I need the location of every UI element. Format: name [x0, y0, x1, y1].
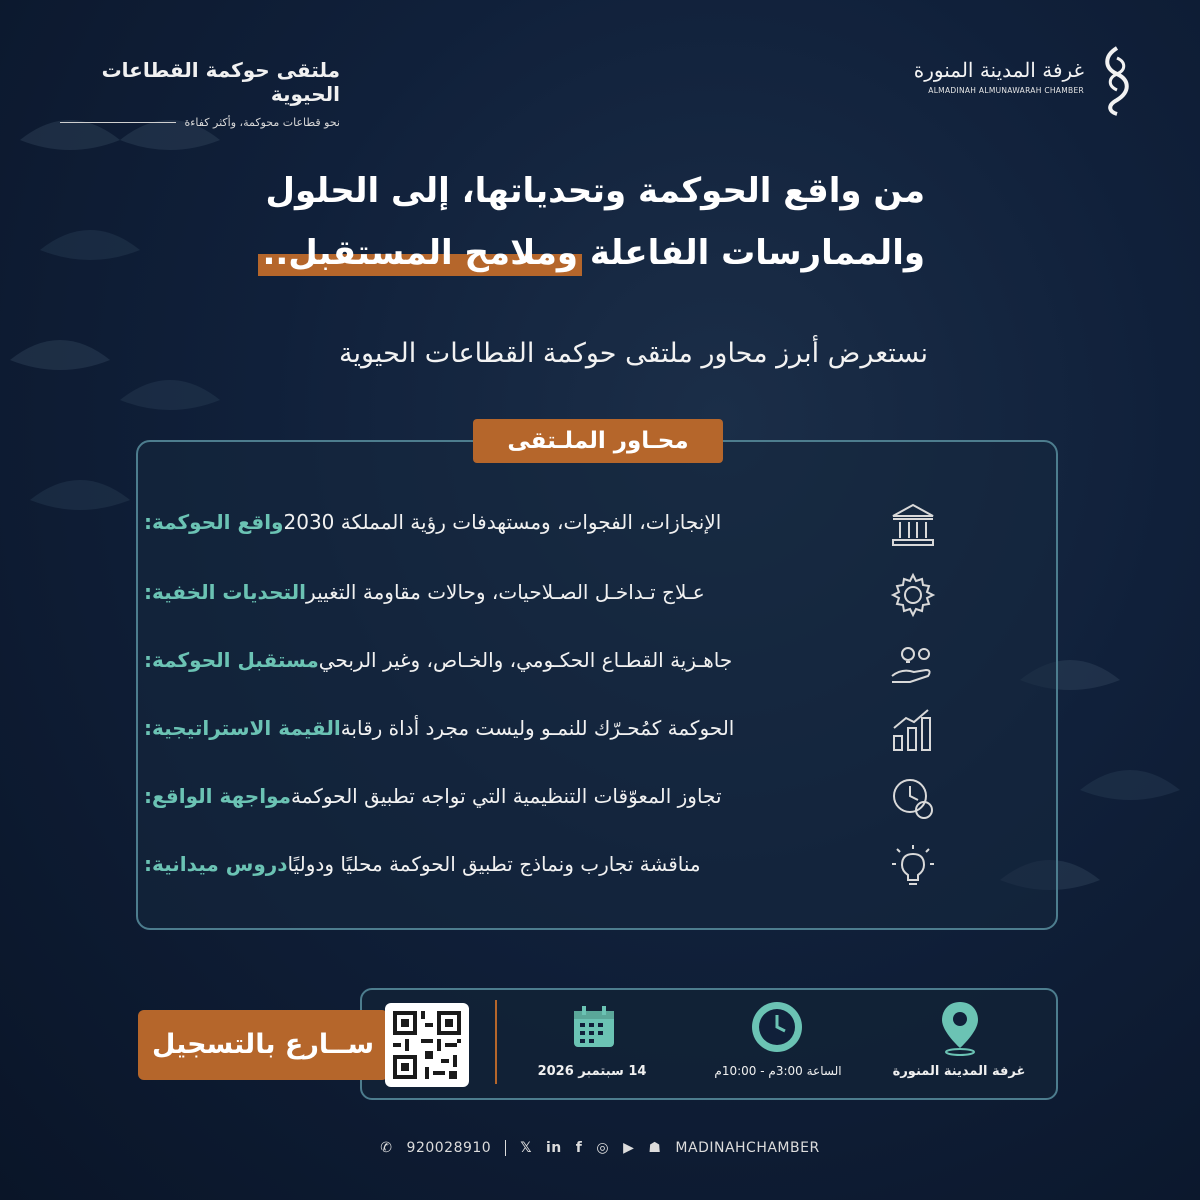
topic-text: الإنجازات، الفجوات، ومستهدفات رؤية المملكة 2030: [283, 510, 722, 534]
snapchat-icon[interactable]: ☗: [648, 1140, 662, 1156]
register-button[interactable]: ســارع بالتسجيل: [138, 1010, 388, 1080]
phone-number[interactable]: 920028910: [406, 1140, 492, 1156]
chamber-emblem-icon: [1096, 44, 1138, 116]
topic-item: [138, 648, 938, 672]
gear-icon: [888, 570, 938, 620]
topics-panel-title: محـاور الملـتقى: [473, 419, 723, 463]
calendar-icon: [570, 1003, 618, 1051]
topic-text: تجاوز المعوّقات التنظيمية التي تواجه تطبيق الحوكمة: [291, 784, 722, 808]
forum-tagline-row: [60, 116, 340, 129]
social-handle[interactable]: MADINAHCHAMBER: [675, 1140, 820, 1156]
bank-icon: [888, 500, 938, 550]
event-date: 14 سبتمبر 2026: [537, 1064, 647, 1079]
topic-item: [138, 580, 938, 604]
footer-divider: [505, 1140, 506, 1156]
lightbulb-icon: [888, 842, 938, 892]
tagline-divider: [60, 122, 176, 123]
headline-highlight-text: وملامح المستقبل..: [262, 233, 579, 273]
logo-name-ar: غرفة المدينة المنورة: [913, 58, 1084, 82]
bar-chart-growth-icon: [888, 706, 938, 756]
qr-code[interactable]: [385, 1003, 469, 1087]
linkedin-icon[interactable]: in: [545, 1140, 562, 1156]
x-icon[interactable]: 𝕏: [520, 1140, 532, 1156]
topic-label: دروس ميدانية:: [144, 852, 288, 876]
topic-text: عـلاج تـداخـل الصـلاحيات، وحالات مقاومة التغيير: [306, 580, 705, 604]
topic-label: التحديات الخفية:: [144, 580, 307, 604]
chamber-logo: [914, 44, 1138, 116]
logo-text: [914, 58, 1084, 95]
forum-tagline: نحو قطاعات محوكمة، وأكثر كفاءة: [184, 116, 340, 129]
topic-item: [138, 784, 938, 808]
headline-highlight: [262, 222, 578, 284]
topic-item: [138, 852, 938, 876]
event-time: الساعة 3:00م - 10:00م: [714, 1064, 842, 1078]
qr-code-image: [385, 1003, 469, 1087]
topic-item: [138, 510, 938, 534]
topic-text: مناقشة تجارب ونماذج تطبيق الحوكمة محليًا ودوليًا: [287, 852, 701, 876]
hand-bulb-gear-icon: [888, 638, 938, 688]
topic-item: [138, 716, 938, 740]
facebook-icon[interactable]: f: [575, 1140, 583, 1156]
topic-label: واقع الحوكمة:: [144, 510, 284, 534]
headline-line-2: [185, 222, 925, 284]
logo-name-en: ALMADINAH ALMUNAWARAH CHAMBER: [928, 86, 1084, 95]
forum-title: ملتقى حوكمة القطاعات الحيوية: [101, 58, 340, 106]
headline-line-2-plain: والممارسات الفاعلة: [589, 233, 925, 273]
event-location: غرفة المدينة المنورة: [892, 1064, 1026, 1079]
topic-text: جاهـزية القطـاع الحكـومي، والخـاص، وغير الربحي: [318, 648, 733, 672]
location-pin-icon: [938, 1000, 982, 1056]
youtube-icon[interactable]: ▶: [623, 1140, 635, 1156]
info-divider: [495, 1000, 497, 1084]
page-subtitle: نستعرض أبرز محاور ملتقى حوكمة القطاعات الحيوية: [338, 338, 928, 369]
topic-label: مواجهة الواقع:: [144, 784, 292, 808]
topic-text: الحوكمة كمُحـرّك للنمـو وليست مجرد أداة رقابة: [340, 716, 735, 740]
headline-line-1: من واقع الحوكمة وتحدياتها، إلى الحلول: [265, 171, 925, 211]
instagram-icon[interactable]: ◎: [596, 1140, 610, 1156]
phone-icon: ✆: [380, 1140, 393, 1156]
clock-icon: [750, 1000, 804, 1054]
page-headline: [185, 160, 925, 284]
forum-header: [60, 58, 340, 129]
topic-label: مستقبل الحوكمة:: [144, 648, 319, 672]
footer: [0, 1140, 1200, 1156]
topic-label: القيمة الاستراتيجية:: [144, 716, 341, 740]
clock-money-icon: [888, 774, 938, 824]
